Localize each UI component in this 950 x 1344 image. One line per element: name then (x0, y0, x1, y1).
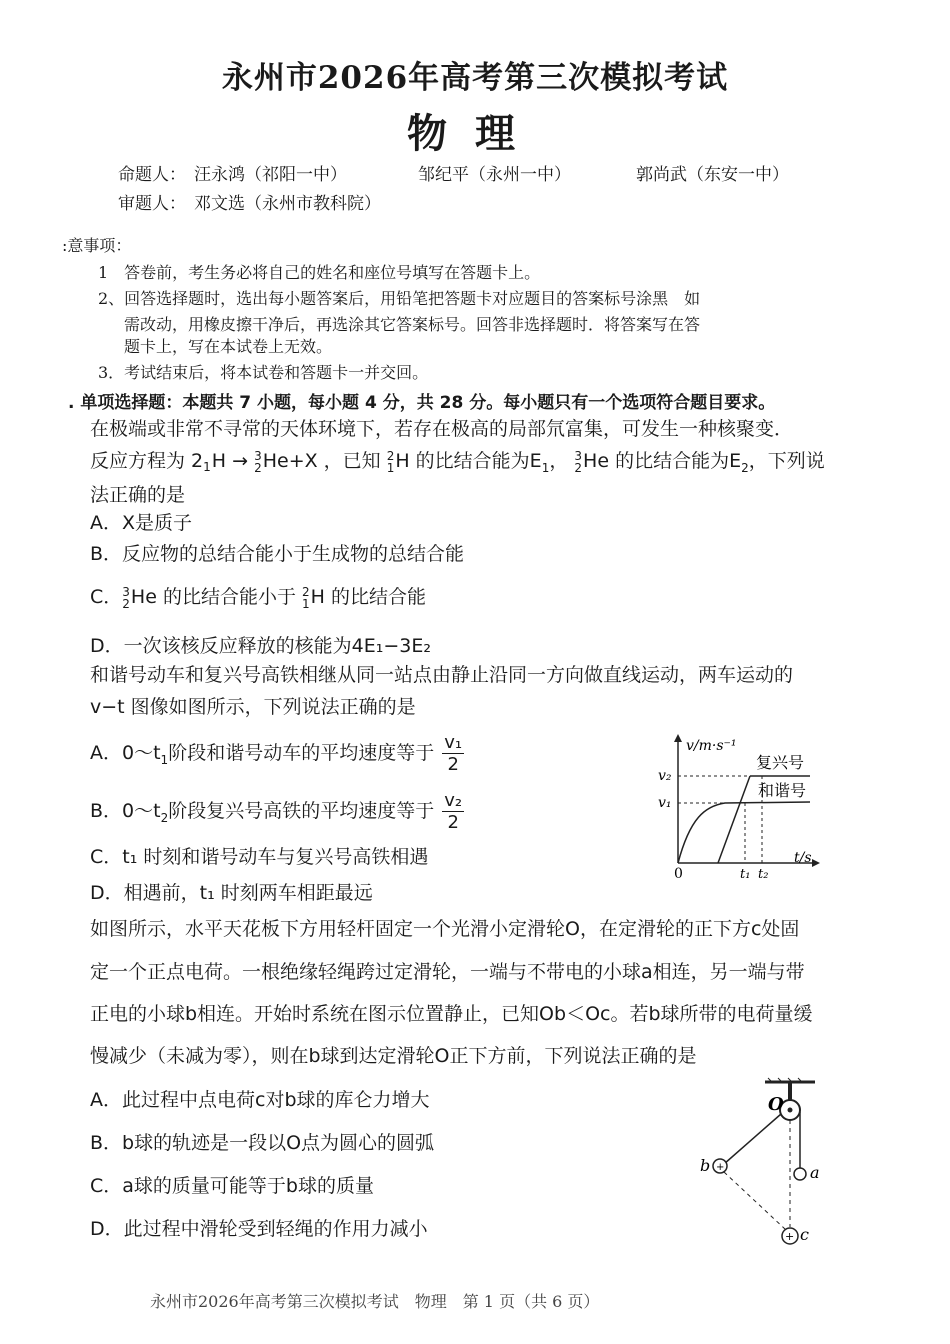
authors-label: 命题人： (118, 165, 186, 185)
subject-title: 物理 (407, 110, 543, 157)
q1-option-c: C． 3 2 He 的比结合能小于 2 1 H 的比结合能 (90, 584, 426, 611)
note-item-2-cont: 需改动，用橡皮擦干净后，再选涂其它答案标号。回答非选择题时．将答案写在答 (124, 315, 701, 334)
reviewer-name: 邓文选（永州市教科院） (194, 194, 381, 214)
q2-option-a: A．$0\sim t_1$阶段和谐号动车的平均速度等于 $\frac{\text{v₁}}{2}$ (90, 732, 463, 775)
note-item-2-cont2: 题卡上，写在本试卷上无效。 (124, 337, 333, 356)
vt-origin: 0 (674, 866, 683, 878)
vt-series-fuxing: 复兴号 (756, 753, 805, 772)
q3-option-a: A．此过程中点电荷c对b球的库仑力增大 (90, 1089, 430, 1111)
vt-v1-label: v₁ (658, 795, 672, 811)
q2-stem-line1: 和谐号动车和复兴号高铁相继从同一站点由静止沿同一方向做直线运动，两车运动的 (90, 664, 794, 686)
label-a: a (810, 1163, 820, 1182)
svg-text:+: + (785, 1230, 795, 1243)
q3-stem-line2: 定一个正点电荷。一根绝缘轻绳跨过定滑轮，一端与不带电的小球a相连，另一端与带 (90, 961, 805, 983)
reviewer-label: 审题人： (118, 194, 186, 214)
q2-stem-line2: v−t 图像如图所示，下列说法正确的是 (90, 696, 416, 718)
q2-option-c: C．t₁ 时刻和谐号动车与复兴号高铁相遇 (90, 846, 429, 868)
vt-t2-label: t₂ (758, 867, 769, 878)
vt-t1-label: t₁ (740, 867, 751, 878)
author-1: 汪永鸿（祁阳一中） (194, 165, 347, 185)
label-c: c (800, 1225, 809, 1244)
vt-x-arrow (812, 859, 820, 867)
vt-xlabel: t/s (794, 850, 812, 866)
rope-b (724, 1114, 781, 1164)
dash-bc (724, 1172, 786, 1230)
author-3: 郭尚武（东安一中） (636, 165, 789, 185)
note-item-1: 1 答卷前，考生务必将自己的姓名和座位号填写在答题卡上。 (98, 263, 541, 282)
q2-option-d: D．相遇前，t₁ 时刻两车相距最远 (90, 882, 373, 904)
q3-option-c: C．a球的质量可能等于b球的质量 (90, 1175, 374, 1197)
q1-stem-line1: 在极端或非常不寻常的天体环境下，若存在极高的局部氘富集，可发生一种核聚变． (90, 418, 794, 440)
note-item-3: 3．考试结束后，将本试卷和答题卡一并交回。 (98, 363, 429, 382)
pulley-figure (690, 1072, 830, 1252)
q3-stem-line3: 正电的小球b相连。开始时系统在图示位置静止，已知Ob＜Oc。若b球所带的电荷量缓 (90, 1003, 813, 1025)
notes-heading: :意事项： (62, 236, 132, 255)
section-heading: . 单项选择题：本题共 7 小题，每小题 4 分，共 28 分。每小题只有一个选项符合题目要求。 (68, 393, 776, 413)
q1-option-b: B．反应物的总结合能小于生成物的总结合能 (90, 543, 465, 565)
q3-stem-line1: 如图所示，水平天花板下方用轻杆固定一个光滑小定滑轮O，在定滑轮的正下方c处固 (90, 918, 800, 940)
vt-y-arrow (674, 734, 682, 742)
exam-title: 永州市2026年高考第三次模拟考试 (221, 60, 729, 96)
q3-option-b: B．b球的轨迹是一段以O点为圆心的圆弧 (90, 1132, 435, 1154)
q1-option-d: D．一次该核反应释放的核能为4E₁−3E₂ (90, 635, 431, 657)
vt-series-hexie: 和谐号 (758, 781, 807, 800)
ball-a (794, 1168, 806, 1180)
q3-option-d: D．此过程中滑轮受到轻绳的作用力减小 (90, 1218, 428, 1240)
note-item-2: 2、回答选择题时，选出每小题答案后，用铅笔把答题卡对应题目的答案标号涂黑 如 (98, 289, 701, 308)
q3-stem-line4: 慢减少（未减为零），则在b球到达定滑轮O正下方前，下列说法正确的是 (90, 1045, 697, 1067)
vt-hexie-curve (678, 802, 810, 863)
q1-stem-line2: 反应方程为 2 1 H → 3 2 He+X ，已知 2 1 H 的比结合能为$E_1$， 3 2 He 的比结合能为$E_2$，下列说 (90, 448, 825, 475)
q2-option-b: B．$0\sim t_2$阶段复兴号高铁的平均速度等于 $\frac{\text{v₂}}{2}$ (90, 790, 463, 833)
vt-v2-label: v₂ (658, 768, 672, 784)
page-footer: 永州市2026年高考第三次模拟考试 物理 第 1 页（共 6 页） (150, 1292, 600, 1311)
svg-text:+: + (716, 1162, 725, 1173)
vt-ylabel: v/m·s⁻¹ (686, 738, 737, 754)
label-b: b (700, 1156, 711, 1175)
author-2: 邹纪平（永州一中） (418, 165, 571, 185)
q1-stem-line3: 法正确的是 (90, 484, 186, 506)
label-O: O (768, 1094, 784, 1115)
vt-fuxing-ramp (718, 776, 750, 863)
vt-graph (650, 728, 830, 878)
q1-option-a: A．X是质子 (90, 512, 193, 534)
